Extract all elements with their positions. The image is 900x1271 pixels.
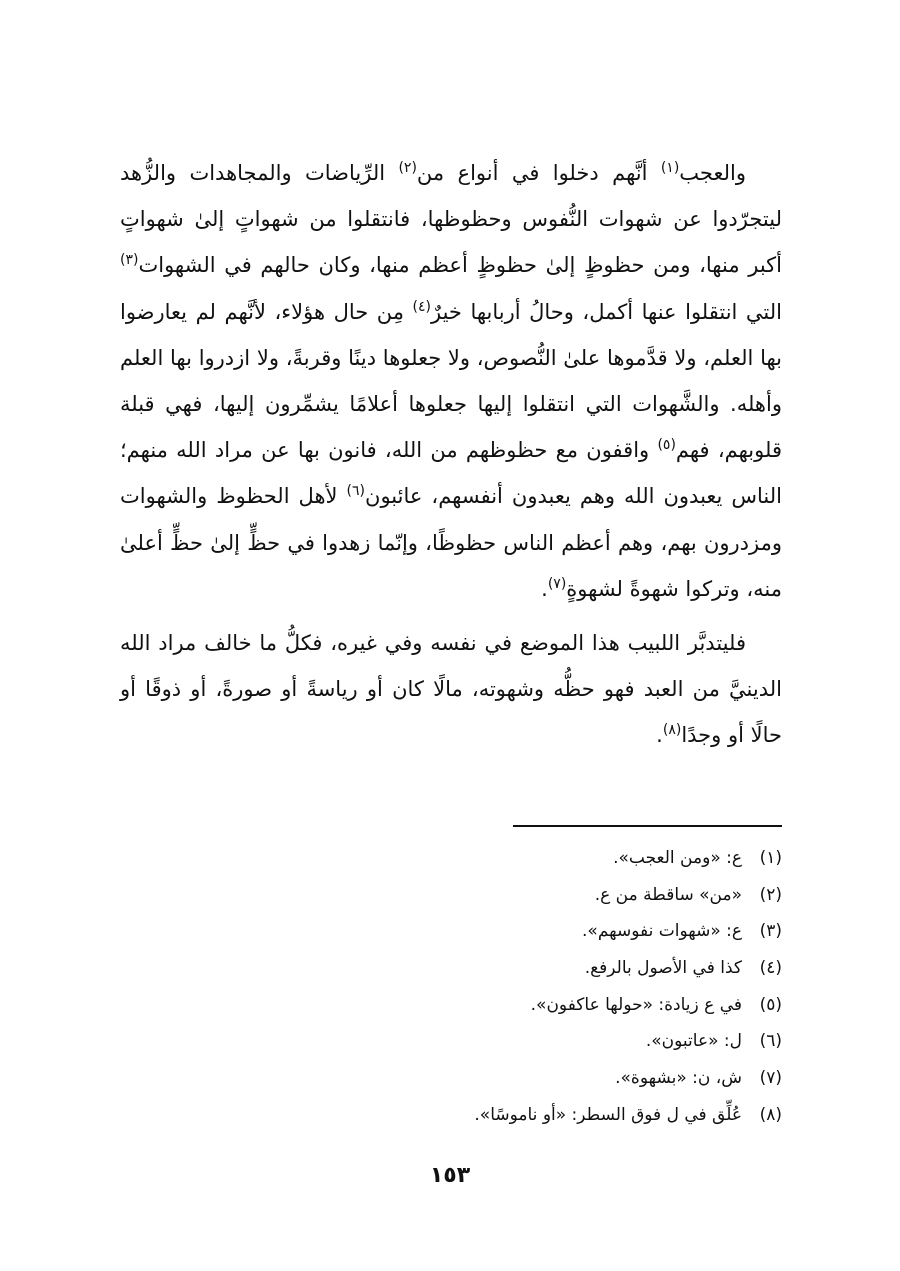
footnote-number: (٤) bbox=[759, 958, 782, 979]
text-segment: لأهل الحظوظ والشهوات ومزدرون بهم، وهم أعظم الناس حظوظًا، وإنّما زهدوا في حظٍّ إلىٰ حظٍّ أعلىٰ منه، وتركوا شهوةً لشهوةٍ bbox=[120, 484, 782, 601]
footnote-number: (٧) bbox=[759, 1068, 782, 1089]
footnote-text: «من» ساقطة من ع. bbox=[594, 884, 742, 905]
footnote-text: ع: «شهوات نفوسهم». bbox=[582, 921, 742, 942]
footnote-ref-3[interactable]: (٣) bbox=[120, 252, 139, 269]
footnote-item-4 bbox=[120, 950, 782, 987]
footnote-item-8 bbox=[120, 1097, 782, 1134]
text-segment: . bbox=[541, 576, 548, 601]
footnotes-list bbox=[120, 840, 782, 1134]
page-number: ١٥٣ bbox=[429, 1163, 471, 1188]
footnote-text: ش، ن: «بشهوة». bbox=[615, 1068, 742, 1089]
footnote-ref-1[interactable]: (١) bbox=[660, 160, 680, 176]
footnote-text: ع: «ومن العجب». bbox=[613, 848, 742, 868]
footnote-ref-7[interactable]: (٧) bbox=[547, 575, 567, 592]
footnote-number: (٥) bbox=[759, 994, 782, 1015]
footnote-ref-5[interactable]: (٥) bbox=[657, 437, 676, 454]
footnote-text: عُلِّق في ل فوق السطر: «أو ناموسًا». bbox=[474, 1104, 742, 1125]
footnote-item-6 bbox=[120, 1023, 782, 1060]
footnote-text: كذا في الأصول بالرفع. bbox=[584, 958, 742, 979]
footnote-item-7 bbox=[120, 1060, 782, 1097]
text-segment: التي انتقلوا عنها أكمل، وحالُ أربابها خيرٌ bbox=[431, 299, 782, 324]
text-segment: الرِّياضات والمجاهدات والزُّهد ليتجرّدوا عن شهوات النُّفوس وحظوظها، فانتقلوا من شهواتٍ إلىٰ شهواتٍ أكبر منها، ومن حظوظٍ إلىٰ حظوظٍ أعظم منها، وكان حالهم في الشهوات bbox=[120, 161, 782, 278]
footnote-item-2 bbox=[120, 877, 782, 914]
text-segment: والعجب bbox=[679, 161, 746, 185]
text-segment: فليتدبَّر اللبيب هذا الموضع في نفسه وفي غيره، فكلُّ ما خالف مراد الله الدينيَّ من العبد فهو حظُّه وشهوته، مالًا كان أو رياسةً أو صورةً، أو ذوقًا أو حالًا أو وجدًا bbox=[120, 631, 782, 748]
footnote-ref-2[interactable]: (٢) bbox=[398, 160, 417, 176]
paragraph-2 bbox=[120, 620, 782, 759]
paragraph-1 bbox=[120, 150, 782, 612]
footnote-text: في ع زيادة: «حولها عاكفون». bbox=[530, 994, 742, 1015]
footnote-item-5 bbox=[120, 987, 782, 1024]
main-text bbox=[120, 150, 782, 759]
text-segment: . bbox=[656, 723, 663, 748]
footnote-item-3 bbox=[120, 913, 782, 950]
text-segment: مِن حال هؤلاء، لأنَّهم لم يعارضوا بها العلم، ولا قدَّموها علىٰ النُّصوص، ولا جعلوها دينًا وقربةً، ولا ازدروا بها العلم وأهله. والشَّهوات التي انتقلوا إليها جعلوها أعلامًا يشمِّرون إليها، فهي قبلة قلوبهم، فهم bbox=[120, 299, 782, 463]
footnote-text: ل: «عاتبون». bbox=[645, 1031, 742, 1052]
footnote-ref-8[interactable]: (٨) bbox=[662, 722, 682, 739]
footnote-ref-6[interactable]: (٦) bbox=[346, 483, 366, 500]
footnote-number: (٨) bbox=[759, 1104, 782, 1125]
footnote-ref-4[interactable]: (٤) bbox=[412, 298, 431, 315]
footnote-number: (٦) bbox=[759, 1031, 782, 1052]
footnote-number: (١) bbox=[759, 848, 782, 868]
footnote-separator bbox=[513, 825, 782, 827]
footnote-number: (٢) bbox=[759, 884, 782, 905]
footnote-number: (٣) bbox=[759, 921, 782, 942]
text-segment: واقفون مع حظوظهم من الله، فانون بها عن مراد الله منهم؛ الناس يعبدون الله وهم يعبدون أنفسهم، عائبون bbox=[120, 438, 783, 509]
footnote-item-1 bbox=[120, 840, 782, 877]
text-segment: أنَّهم دخلوا في أنواع من bbox=[416, 161, 661, 185]
